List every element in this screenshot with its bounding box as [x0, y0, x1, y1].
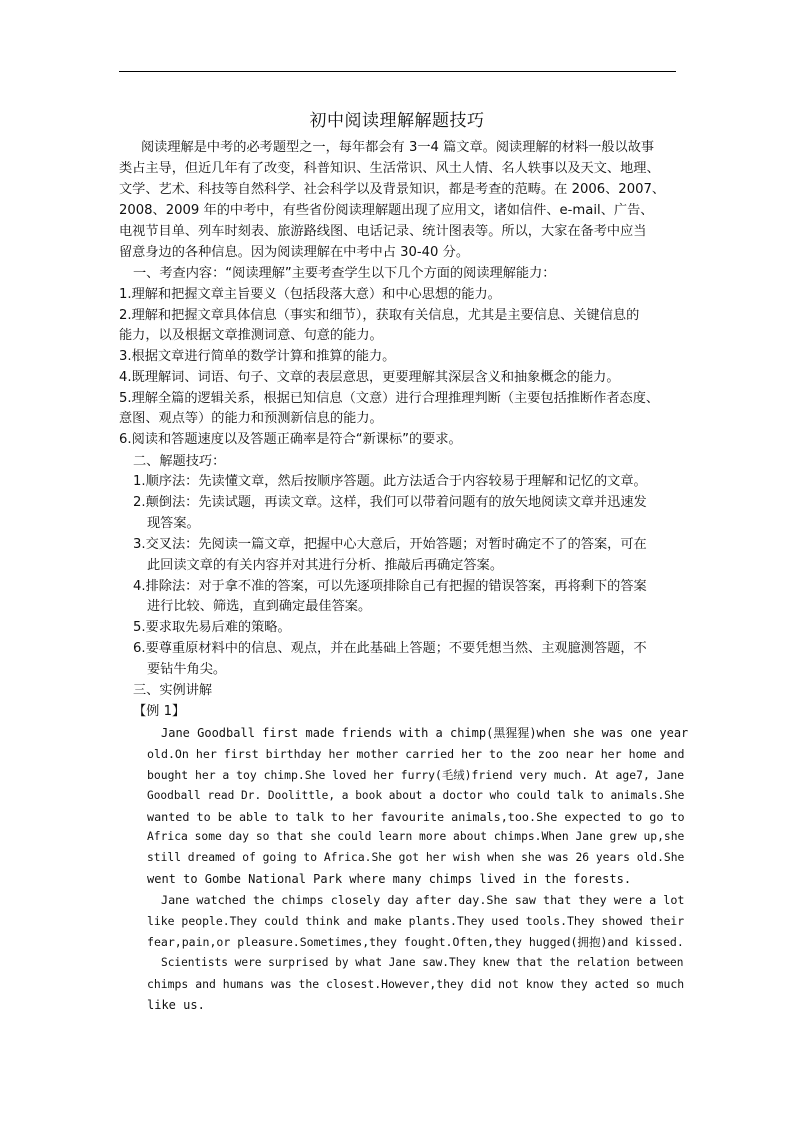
example-label: 【例 1】: [133, 704, 186, 719]
passage-line: fear,pain,or pleasure.Sometimes,they fought.Often,they hugged(拥抱)and kissed.: [147, 935, 684, 949]
list-item: 1.顺序法：先读懂文章，然后按顺序答题。此方法适合于内容较易于理解和记忆的文章。: [133, 474, 647, 489]
list-item: 4.既理解词、词语、句子、文章的表层意思，更要理解其深层含义和抽象概念的能力。: [119, 370, 620, 385]
passage-line: went to Gombe National Park where many chimps lived in the forests.: [147, 872, 632, 886]
section-heading: 一、考查内容：“阅读理解”主要考查学生以下几个方面的阅读理解能力：: [133, 266, 556, 281]
list-item: 6.要尊重原材料中的信息、观点，并在此基础上答题；不要凭想当然、主观臆测答题，不: [133, 641, 647, 656]
list-item: 要钻牛角尖。: [147, 662, 227, 677]
list-item: 2.颠倒法：先读试题，再读文章。这样，我们可以带着问题有的放矢地阅读文章并迅速发: [133, 495, 647, 510]
list-item: 2.理解和把握文章具体信息（事实和细节），获取有关信息，尤其是主要信息、关键信息的: [119, 308, 640, 323]
list-item: 1.理解和把握文章主旨要义（包括段落大意）和中心思想的能力。: [119, 287, 501, 302]
intro-line: 文学、艺术、科技等自然科学、社会科学以及背景知识，都是考查的范畴。在 2006、2007、: [119, 182, 666, 197]
section-heading: 三、实例讲解: [133, 683, 213, 698]
list-item: 4.排除法：对于拿不准的答案，可以先逐项排除自己有把握的错误答案，再将剩下的答案: [133, 579, 647, 594]
intro-line: 电视节目单、列车时刻表、旅游路线图、电话记录、统计图表等。所以，大家在备考中应当: [119, 224, 647, 239]
list-item: 能力，以及根据文章推测词意、句意的能力。: [119, 328, 383, 343]
passage-line: Jane watched the chimps closely day after day.She saw that they were a lot: [161, 893, 685, 907]
passage-line: bought her a toy chimp.She loved her furry(毛绒)friend very much. At age7, Jane: [147, 768, 685, 782]
passage-line: like people.They could think and make plants.They used tools.They showed their: [147, 914, 685, 928]
passage-line: like us.: [147, 998, 205, 1012]
passage-line: chimps and humans was the closest.However,they did not know they acted so much: [147, 977, 685, 991]
intro-line: 类占主导，但近几年有了改变，科普知识、生活常识、风土人情、名人轶事以及天文、地理、: [119, 161, 660, 176]
passage-line: wanted to be able to talk to her favourite animals,too.She expected to go to: [147, 810, 685, 824]
list-item: 3.交叉法：先阅读一篇文章，把握中心大意后，开始答题；对暂时确定不了的答案，可在: [133, 537, 647, 552]
list-item: 5.要求取先易后难的策略。: [133, 620, 291, 635]
passage-line: Africa some day so that she could learn more about chimps.When Jane grew up,she: [147, 830, 685, 843]
passage-line: old.On her first birthday her mother carried her to the zoo near her home and: [147, 747, 685, 761]
list-item: 6.阅读和答题速度以及答题正确率是符合“新课标”的要求。: [119, 432, 462, 447]
header-rule: [119, 71, 676, 72]
list-item: 进行比较、筛选，直到确定最佳答案。: [147, 599, 372, 614]
page-title: 初中阅读理解解题技巧: [309, 111, 485, 131]
passage-line: still dreamed of going to Africa.She got her wish when she was 26 years old.She: [147, 851, 685, 864]
passage-line: Jane Goodball first made friends with a chimp(黑猩猩)when she was one year: [161, 726, 689, 740]
list-item: 意图、观点等）的能力和预测新信息的能力。: [119, 411, 383, 426]
intro-line: 留意身边的各种信息。因为阅读理解在中考中占 30-40 分。: [119, 245, 470, 260]
intro-line: 阅读理解是中考的必考题型之一，每年都会有 3一4 篇文章。阅读理解的材料一般以故事: [141, 140, 655, 155]
list-item: 3.根据文章进行简单的数学计算和推算的能力。: [119, 349, 396, 364]
list-item: 现答案。: [147, 516, 200, 531]
list-item: 此回读文章的有关内容并对其进行分析、推敲后再确定答案。: [147, 558, 504, 573]
section-heading: 二、解题技巧：: [133, 454, 226, 469]
intro-line: 2008、2009 年的中考中，有些省份阅读理解题出现了应用文，诸如信件、e-mail、广告、: [119, 203, 654, 218]
passage-line: Scientists were surprised by what Jane saw.They knew that the relation between: [161, 956, 684, 969]
passage-line: Goodball read Dr. Doolittle, a book about a doctor who could talk to animals.She: [147, 789, 685, 802]
list-item: 5.理解全篇的逻辑关系，根据已知信息（文意）进行合理推理判断（主要包括推断作者态度、: [119, 391, 660, 406]
